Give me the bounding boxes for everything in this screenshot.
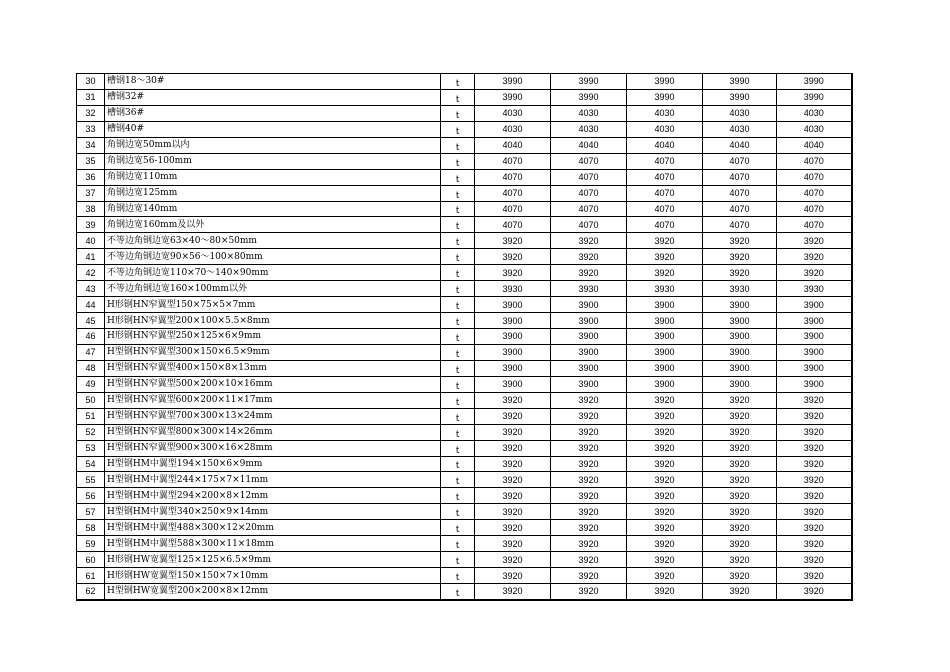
price-value: 4070 xyxy=(551,185,627,201)
price-value: 3920 xyxy=(627,249,703,265)
row-number: 56 xyxy=(77,488,105,504)
unit: t xyxy=(441,568,475,584)
material-name: 不等边角钢边宽63×40～80×50mm xyxy=(105,233,441,249)
price-value: 3920 xyxy=(703,424,777,440)
unit: t xyxy=(441,424,475,440)
price-table xyxy=(76,73,853,601)
price-value: 3920 xyxy=(475,440,551,456)
price-value: 4070 xyxy=(703,217,777,233)
price-value: 3900 xyxy=(627,313,703,329)
table-row xyxy=(77,297,852,313)
price-value: 3920 xyxy=(551,424,627,440)
table-row xyxy=(77,424,852,440)
price-value: 4070 xyxy=(777,153,852,169)
row-number: 51 xyxy=(77,408,105,424)
price-value: 4070 xyxy=(703,169,777,185)
price-value: 3920 xyxy=(627,584,703,600)
price-value: 3900 xyxy=(551,297,627,313)
price-value: 4070 xyxy=(627,201,703,217)
unit: t xyxy=(441,169,475,185)
price-value: 4030 xyxy=(475,121,551,137)
price-value: 3920 xyxy=(627,392,703,408)
price-value: 3900 xyxy=(777,360,852,376)
row-number: 61 xyxy=(77,568,105,584)
price-value: 4070 xyxy=(551,217,627,233)
price-value: 3900 xyxy=(551,344,627,360)
price-value: 3920 xyxy=(551,265,627,281)
price-value: 3920 xyxy=(777,536,852,552)
table-row xyxy=(77,392,852,408)
unit: t xyxy=(441,504,475,520)
table-row xyxy=(77,376,852,392)
row-number: 33 xyxy=(77,121,105,137)
unit: t xyxy=(441,297,475,313)
material-name: H型钢HM中翼型294×200×8×12mm xyxy=(105,488,441,504)
unit: t xyxy=(441,185,475,201)
price-value: 3900 xyxy=(703,376,777,392)
price-value: 3920 xyxy=(551,536,627,552)
price-value: 3920 xyxy=(627,504,703,520)
price-value: 3920 xyxy=(627,568,703,584)
unit: t xyxy=(441,344,475,360)
row-number: 57 xyxy=(77,504,105,520)
material-name: H形钢HN窄翼型150×75×5×7mm xyxy=(105,297,441,313)
price-value: 3900 xyxy=(475,360,551,376)
price-value: 3900 xyxy=(703,313,777,329)
price-value: 4070 xyxy=(627,153,703,169)
material-name: 槽钢36# xyxy=(105,105,441,121)
material-name: H型钢HM中翼型194×150×6×9mm xyxy=(105,456,441,472)
price-value: 3920 xyxy=(551,233,627,249)
price-value: 3920 xyxy=(627,552,703,568)
table-row xyxy=(77,185,852,201)
material-name: H型钢HM中翼型488×300×12×20mm xyxy=(105,520,441,536)
row-number: 50 xyxy=(77,392,105,408)
price-value: 3900 xyxy=(777,313,852,329)
price-value: 3920 xyxy=(475,552,551,568)
table-row xyxy=(77,169,852,185)
price-value: 3990 xyxy=(627,74,703,90)
price-value: 3920 xyxy=(703,472,777,488)
price-value: 3920 xyxy=(703,552,777,568)
price-value: 3930 xyxy=(551,281,627,297)
material-name: 不等边角钢边宽90×56～100×80mm xyxy=(105,249,441,265)
price-value: 3990 xyxy=(551,74,627,90)
row-number: 46 xyxy=(77,329,105,345)
table-row xyxy=(77,488,852,504)
row-number: 45 xyxy=(77,313,105,329)
price-value: 3990 xyxy=(475,89,551,105)
row-number: 40 xyxy=(77,233,105,249)
price-value: 3920 xyxy=(551,472,627,488)
price-value: 3920 xyxy=(627,488,703,504)
price-value: 3920 xyxy=(551,408,627,424)
price-value: 3920 xyxy=(551,392,627,408)
price-value: 3920 xyxy=(777,552,852,568)
price-value: 3920 xyxy=(777,488,852,504)
price-value: 3920 xyxy=(627,233,703,249)
price-value: 3900 xyxy=(703,297,777,313)
unit: t xyxy=(441,313,475,329)
material-name: 角钢边宽56-100mm xyxy=(105,153,441,169)
price-value: 3920 xyxy=(703,440,777,456)
price-value: 4070 xyxy=(551,201,627,217)
price-value: 3920 xyxy=(551,504,627,520)
price-value: 4070 xyxy=(627,169,703,185)
row-number: 34 xyxy=(77,137,105,153)
row-number: 32 xyxy=(77,105,105,121)
price-value: 4040 xyxy=(627,137,703,153)
price-value: 3920 xyxy=(703,568,777,584)
price-value: 3900 xyxy=(703,329,777,345)
unit: t xyxy=(441,249,475,265)
price-value: 3920 xyxy=(703,504,777,520)
price-value: 4040 xyxy=(703,137,777,153)
row-number: 58 xyxy=(77,520,105,536)
price-value: 3920 xyxy=(777,472,852,488)
material-name: H形钢HN窄翼型250×125×6×9mm xyxy=(105,329,441,345)
row-number: 55 xyxy=(77,472,105,488)
price-value: 3920 xyxy=(703,536,777,552)
material-name: H型钢HN窄翼型500×200×10×16mm xyxy=(105,376,441,392)
price-value: 3920 xyxy=(475,408,551,424)
row-number: 53 xyxy=(77,440,105,456)
price-value: 4040 xyxy=(777,137,852,153)
price-value: 3920 xyxy=(475,568,551,584)
price-value: 3920 xyxy=(627,424,703,440)
price-value: 4030 xyxy=(703,105,777,121)
price-value: 4030 xyxy=(627,105,703,121)
price-value: 4070 xyxy=(703,201,777,217)
price-value: 3920 xyxy=(777,392,852,408)
price-value: 4070 xyxy=(551,169,627,185)
material-name: 角钢边宽140mm xyxy=(105,201,441,217)
material-name: H型钢HN窄翼型600×200×11×17mm xyxy=(105,392,441,408)
row-number: 43 xyxy=(77,281,105,297)
table-row xyxy=(77,265,852,281)
price-value: 4070 xyxy=(475,169,551,185)
price-value: 3920 xyxy=(703,520,777,536)
price-value: 3920 xyxy=(627,472,703,488)
price-value: 4030 xyxy=(551,121,627,137)
price-value: 3920 xyxy=(551,456,627,472)
price-value: 3900 xyxy=(475,313,551,329)
row-number: 31 xyxy=(77,89,105,105)
row-number: 47 xyxy=(77,344,105,360)
table-row xyxy=(77,520,852,536)
material-name: H型钢HN窄翼型800×300×14×26mm xyxy=(105,424,441,440)
price-value: 3900 xyxy=(777,297,852,313)
table-row xyxy=(77,249,852,265)
price-value: 3920 xyxy=(475,392,551,408)
table-row xyxy=(77,89,852,105)
price-value: 3920 xyxy=(551,488,627,504)
price-value: 4030 xyxy=(777,121,852,137)
price-value: 3930 xyxy=(475,281,551,297)
price-value: 3920 xyxy=(475,424,551,440)
material-name: H型钢HN窄翼型700×300×13×24mm xyxy=(105,408,441,424)
material-name: H型钢HM中翼型244×175×7×11mm xyxy=(105,472,441,488)
unit: t xyxy=(441,153,475,169)
row-number: 36 xyxy=(77,169,105,185)
price-value: 4030 xyxy=(777,105,852,121)
price-value: 4030 xyxy=(703,121,777,137)
row-number: 30 xyxy=(77,74,105,90)
price-value: 4030 xyxy=(475,105,551,121)
price-value: 3990 xyxy=(551,89,627,105)
material-name: 槽钢32# xyxy=(105,89,441,105)
price-value: 3900 xyxy=(551,313,627,329)
price-value: 3900 xyxy=(475,344,551,360)
price-value: 3920 xyxy=(703,456,777,472)
price-value: 3920 xyxy=(703,233,777,249)
price-value: 3900 xyxy=(551,329,627,345)
unit: t xyxy=(441,552,475,568)
price-value: 3900 xyxy=(627,360,703,376)
row-number: 52 xyxy=(77,424,105,440)
price-value: 4040 xyxy=(475,137,551,153)
table-row xyxy=(77,137,852,153)
price-value: 3990 xyxy=(777,89,852,105)
price-value: 3900 xyxy=(777,376,852,392)
table-row xyxy=(77,584,852,600)
price-value: 4070 xyxy=(551,153,627,169)
price-value: 3920 xyxy=(777,408,852,424)
price-value: 4070 xyxy=(777,185,852,201)
price-value: 3990 xyxy=(777,74,852,90)
price-value: 4040 xyxy=(551,137,627,153)
price-value: 4070 xyxy=(703,153,777,169)
price-value: 3920 xyxy=(627,456,703,472)
price-value: 3900 xyxy=(475,376,551,392)
row-number: 37 xyxy=(77,185,105,201)
price-value: 3920 xyxy=(475,536,551,552)
price-value: 4070 xyxy=(777,169,852,185)
price-value: 3920 xyxy=(551,249,627,265)
price-value: 3900 xyxy=(475,297,551,313)
price-value: 3900 xyxy=(703,360,777,376)
price-value: 4070 xyxy=(627,185,703,201)
unit: t xyxy=(441,89,475,105)
material-name: 槽钢18～30# xyxy=(105,74,441,90)
price-value: 3920 xyxy=(551,440,627,456)
material-name: 角钢边宽125mm xyxy=(105,185,441,201)
price-value: 3920 xyxy=(703,584,777,600)
price-value: 3920 xyxy=(475,584,551,600)
price-value: 3920 xyxy=(475,233,551,249)
price-value: 3920 xyxy=(703,488,777,504)
price-value: 3920 xyxy=(703,249,777,265)
price-value: 4070 xyxy=(475,153,551,169)
price-value: 3900 xyxy=(475,329,551,345)
price-value: 3990 xyxy=(703,74,777,90)
row-number: 60 xyxy=(77,552,105,568)
price-value: 3920 xyxy=(703,408,777,424)
unit: t xyxy=(441,488,475,504)
price-value: 3920 xyxy=(627,440,703,456)
price-value: 3900 xyxy=(703,344,777,360)
unit: t xyxy=(441,105,475,121)
table-row xyxy=(77,568,852,584)
price-value: 3920 xyxy=(777,440,852,456)
price-value: 4070 xyxy=(703,185,777,201)
price-value: 3920 xyxy=(551,552,627,568)
table-row xyxy=(77,472,852,488)
price-value: 4070 xyxy=(627,217,703,233)
price-value: 3920 xyxy=(475,504,551,520)
price-value: 3920 xyxy=(703,392,777,408)
price-value: 3900 xyxy=(627,297,703,313)
row-number: 44 xyxy=(77,297,105,313)
table-row xyxy=(77,217,852,233)
price-value: 3920 xyxy=(475,456,551,472)
price-value: 3920 xyxy=(627,265,703,281)
unit: t xyxy=(441,233,475,249)
price-table-body xyxy=(77,74,852,600)
price-value: 3900 xyxy=(777,344,852,360)
table-row xyxy=(77,313,852,329)
price-value: 3900 xyxy=(551,360,627,376)
material-name: H形钢HW宽翼型125×125×6.5×9mm xyxy=(105,552,441,568)
unit: t xyxy=(441,376,475,392)
table-row xyxy=(77,74,852,90)
material-name: 不等边角钢边宽110×70～140×90mm xyxy=(105,265,441,281)
price-value: 3920 xyxy=(627,536,703,552)
table-row xyxy=(77,504,852,520)
row-number: 39 xyxy=(77,217,105,233)
price-value: 4070 xyxy=(475,201,551,217)
material-name: H型钢HM中翼型340×250×9×14mm xyxy=(105,504,441,520)
price-value: 3920 xyxy=(475,520,551,536)
row-number: 54 xyxy=(77,456,105,472)
price-value: 4070 xyxy=(777,201,852,217)
price-value: 3920 xyxy=(475,472,551,488)
row-number: 35 xyxy=(77,153,105,169)
price-value: 3920 xyxy=(551,584,627,600)
price-value: 3920 xyxy=(703,265,777,281)
price-value: 3920 xyxy=(551,568,627,584)
unit: t xyxy=(441,329,475,345)
material-name: 角钢边宽50mm以内 xyxy=(105,137,441,153)
row-number: 59 xyxy=(77,536,105,552)
unit: t xyxy=(441,408,475,424)
table-row xyxy=(77,121,852,137)
price-value: 3920 xyxy=(627,408,703,424)
row-number: 41 xyxy=(77,249,105,265)
table-row xyxy=(77,105,852,121)
price-value: 3920 xyxy=(475,249,551,265)
table-row xyxy=(77,344,852,360)
table-row xyxy=(77,360,852,376)
unit: t xyxy=(441,265,475,281)
material-name: 槽钢40# xyxy=(105,121,441,137)
unit: t xyxy=(441,201,475,217)
unit: t xyxy=(441,392,475,408)
price-value: 3990 xyxy=(627,89,703,105)
row-number: 49 xyxy=(77,376,105,392)
unit: t xyxy=(441,456,475,472)
table-row xyxy=(77,233,852,249)
table-row xyxy=(77,408,852,424)
material-name: 角钢边宽110mm xyxy=(105,169,441,185)
price-value: 3900 xyxy=(551,376,627,392)
price-value: 3920 xyxy=(777,233,852,249)
price-value: 3990 xyxy=(475,74,551,90)
table-row xyxy=(77,201,852,217)
unit: t xyxy=(441,137,475,153)
material-name: H型钢HN窄翼型400×150×8×13mm xyxy=(105,360,441,376)
price-value: 3920 xyxy=(777,504,852,520)
price-value: 4070 xyxy=(475,185,551,201)
table-row xyxy=(77,440,852,456)
table-row xyxy=(77,281,852,297)
price-value: 4030 xyxy=(627,121,703,137)
price-value: 4030 xyxy=(551,105,627,121)
price-value: 3900 xyxy=(777,329,852,345)
table-row xyxy=(77,329,852,345)
material-name: H型钢HN窄翼型900×300×16×28mm xyxy=(105,440,441,456)
material-name: H型钢HM中翼型588×300×11×18mm xyxy=(105,536,441,552)
material-name: H形钢HW宽翼型150×150×7×10mm xyxy=(105,568,441,584)
price-value: 3930 xyxy=(627,281,703,297)
unit: t xyxy=(441,217,475,233)
row-number: 42 xyxy=(77,265,105,281)
unit: t xyxy=(441,440,475,456)
price-value: 3920 xyxy=(777,520,852,536)
price-value: 3920 xyxy=(777,265,852,281)
table-row xyxy=(77,536,852,552)
table-row xyxy=(77,153,852,169)
unit: t xyxy=(441,74,475,90)
price-value: 3920 xyxy=(475,488,551,504)
row-number: 48 xyxy=(77,360,105,376)
unit: t xyxy=(441,121,475,137)
material-name: 角钢边宽160mm及以外 xyxy=(105,217,441,233)
price-value: 4070 xyxy=(777,217,852,233)
price-value: 3920 xyxy=(777,584,852,600)
row-number: 62 xyxy=(77,584,105,600)
price-value: 3920 xyxy=(777,456,852,472)
price-value: 3930 xyxy=(703,281,777,297)
unit: t xyxy=(441,584,475,600)
price-value: 3900 xyxy=(627,329,703,345)
price-value: 3920 xyxy=(777,249,852,265)
unit: t xyxy=(441,472,475,488)
table-row xyxy=(77,552,852,568)
price-value: 3920 xyxy=(475,265,551,281)
price-value: 3900 xyxy=(627,376,703,392)
price-value: 3900 xyxy=(627,344,703,360)
material-name: H型钢HN窄翼型300×150×6.5×9mm xyxy=(105,344,441,360)
price-value: 3920 xyxy=(551,520,627,536)
price-value: 3990 xyxy=(703,89,777,105)
material-name: H型钢HW宽翼型200×200×8×12mm xyxy=(105,584,441,600)
table-row xyxy=(77,456,852,472)
price-value: 3920 xyxy=(777,424,852,440)
price-value: 3920 xyxy=(627,520,703,536)
price-value: 3930 xyxy=(777,281,852,297)
unit: t xyxy=(441,536,475,552)
price-value: 3920 xyxy=(777,568,852,584)
unit: t xyxy=(441,520,475,536)
unit: t xyxy=(441,360,475,376)
material-name: H形钢HN窄翼型200×100×5.5×8mm xyxy=(105,313,441,329)
material-name: 不等边角钢边宽160×100mm以外 xyxy=(105,281,441,297)
row-number: 38 xyxy=(77,201,105,217)
price-value: 4070 xyxy=(475,217,551,233)
unit: t xyxy=(441,281,475,297)
